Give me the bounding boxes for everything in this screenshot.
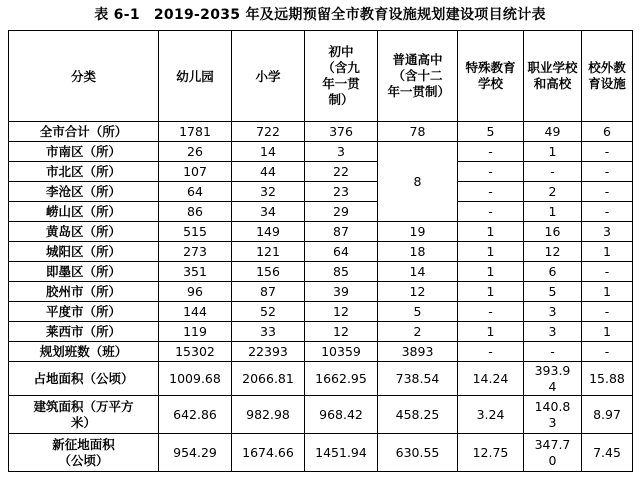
- table-row: [9, 242, 633, 262]
- header-extracurricular: 校外教育设施: [582, 31, 633, 122]
- cell: -: [524, 162, 582, 182]
- cell: 1: [458, 242, 524, 262]
- cell: 12: [305, 302, 378, 322]
- table-row: [9, 282, 633, 302]
- cell: 968.42: [305, 396, 378, 434]
- row-label: 平度市（所）: [9, 302, 159, 322]
- cell: 22393: [232, 342, 305, 362]
- row-label: 新征地面积（公顷）: [9, 434, 159, 472]
- table-caption: [0, 0, 640, 30]
- cell: 86: [159, 202, 232, 222]
- cell: 1781: [159, 122, 232, 142]
- cell: 10359: [305, 342, 378, 362]
- cell: 87: [305, 222, 378, 242]
- cell: 393.94: [524, 362, 582, 396]
- cell: -: [582, 202, 633, 222]
- row-label: 李沧区（所）: [9, 182, 159, 202]
- cell: 982.98: [232, 396, 305, 434]
- cell: 19: [378, 222, 458, 242]
- cell: 1: [582, 242, 633, 262]
- table-row: [9, 142, 633, 162]
- row-label: 黄岛区（所）: [9, 222, 159, 242]
- cell: -: [582, 262, 633, 282]
- cell: 1009.68: [159, 362, 232, 396]
- cell: 34: [232, 202, 305, 222]
- cell: -: [458, 162, 524, 182]
- cell: 347.70: [524, 434, 582, 472]
- cell: 64: [305, 242, 378, 262]
- cell: 12: [524, 242, 582, 262]
- cell: 1: [582, 282, 633, 302]
- cell: 49: [524, 122, 582, 142]
- table-row: [9, 342, 633, 362]
- cell: 1674.66: [232, 434, 305, 472]
- cell: 44: [232, 162, 305, 182]
- row-label: 占地面积（公顷）: [9, 362, 159, 396]
- table-title: 2019-2035 年及远期预留全市教育设施规划建设项目统计表: [153, 7, 546, 23]
- header-row: [9, 31, 633, 122]
- cell: 12.75: [458, 434, 524, 472]
- cell: 23: [305, 182, 378, 202]
- header-primary-school: 小学: [232, 31, 305, 122]
- cell: 52: [232, 302, 305, 322]
- cell: 96: [159, 282, 232, 302]
- cell: 3: [582, 222, 633, 242]
- cell: 33: [232, 322, 305, 342]
- cell: 8.97: [582, 396, 633, 434]
- cell: 85: [305, 262, 378, 282]
- cell: 722: [232, 122, 305, 142]
- header-category: 分类: [9, 31, 159, 122]
- cell: 1: [458, 322, 524, 342]
- cell: 458.25: [378, 396, 458, 434]
- header-vocational-college: 职业学校和高校: [524, 31, 582, 122]
- cell: 3: [524, 322, 582, 342]
- cell: 1: [458, 282, 524, 302]
- cell: 78: [378, 122, 458, 142]
- cell: 39: [305, 282, 378, 302]
- row-label: 莱西市（所）: [9, 322, 159, 342]
- table-row: [9, 162, 633, 182]
- table-row: [9, 362, 633, 396]
- cell: 515: [159, 222, 232, 242]
- cell: 64: [159, 182, 232, 202]
- table-row: [9, 202, 633, 222]
- cell: 15.88: [582, 362, 633, 396]
- table-row: [9, 122, 633, 142]
- cell: 14: [232, 142, 305, 162]
- row-label: 即墨区（所）: [9, 262, 159, 282]
- education-facilities-table: [8, 30, 633, 472]
- cell: 1: [524, 142, 582, 162]
- row-label: 崂山区（所）: [9, 202, 159, 222]
- row-label: 建筑面积（万平方米）: [9, 396, 159, 434]
- header-junior-high: 初中（含九年一贯制）: [305, 31, 378, 122]
- cell: 7.45: [582, 434, 633, 472]
- cell: 149: [232, 222, 305, 242]
- cell: 3: [305, 142, 378, 162]
- cell: 6: [524, 262, 582, 282]
- cell: 121: [232, 242, 305, 262]
- cell: 351: [159, 262, 232, 282]
- cell: 3: [524, 302, 582, 322]
- cell: 376: [305, 122, 378, 142]
- cell: 954.29: [159, 434, 232, 472]
- cell: 5: [378, 302, 458, 322]
- cell: -: [458, 302, 524, 322]
- cell: 107: [159, 162, 232, 182]
- cell: 5: [524, 282, 582, 302]
- cell: 22: [305, 162, 378, 182]
- row-label: 全市合计（所）: [9, 122, 159, 142]
- cell: 273: [159, 242, 232, 262]
- cell: -: [582, 182, 633, 202]
- cell: 1: [582, 322, 633, 342]
- cell: 6: [582, 122, 633, 142]
- cell: -: [458, 142, 524, 162]
- cell: 1: [524, 202, 582, 222]
- cell: 1662.95: [305, 362, 378, 396]
- cell: 87: [232, 282, 305, 302]
- cell: -: [458, 342, 524, 362]
- header-special-education: 特殊教育学校: [458, 31, 524, 122]
- cell: 156: [232, 262, 305, 282]
- cell: -: [582, 302, 633, 322]
- cell: 144: [159, 302, 232, 322]
- cell: 642.86: [159, 396, 232, 434]
- cell: 1451.94: [305, 434, 378, 472]
- row-label: 市北区（所）: [9, 162, 159, 182]
- cell: 15302: [159, 342, 232, 362]
- cell: 738.54: [378, 362, 458, 396]
- table-row: [9, 302, 633, 322]
- cell: 3.24: [458, 396, 524, 434]
- cell: -: [582, 342, 633, 362]
- cell: -: [524, 342, 582, 362]
- row-label: 规划班数（班）: [9, 342, 159, 362]
- cell: -: [582, 142, 633, 162]
- cell: 5: [458, 122, 524, 142]
- cell: 2: [378, 322, 458, 342]
- cell: 18: [378, 242, 458, 262]
- table-row: [9, 182, 633, 202]
- cell: -: [582, 162, 633, 182]
- table-row: [9, 222, 633, 242]
- cell: 2: [524, 182, 582, 202]
- cell: 140.83: [524, 396, 582, 434]
- cell: 14.24: [458, 362, 524, 396]
- cell: -: [458, 202, 524, 222]
- cell: 12: [378, 282, 458, 302]
- cell: 3893: [378, 342, 458, 362]
- header-senior-high: 普通高中（含十二年一贯制）: [378, 31, 458, 122]
- cell: 26: [159, 142, 232, 162]
- table-number: 表 6-1: [94, 7, 140, 23]
- row-label: 市南区（所）: [9, 142, 159, 162]
- cell: 16: [524, 222, 582, 242]
- table-row: [9, 262, 633, 282]
- cell: 2066.81: [232, 362, 305, 396]
- cell: 1: [458, 262, 524, 282]
- cell: 29: [305, 202, 378, 222]
- table-row: [9, 322, 633, 342]
- cell: 32: [232, 182, 305, 202]
- header-kindergarten: 幼儿园: [159, 31, 232, 122]
- table-row: [9, 434, 633, 472]
- row-label: 城阳区（所）: [9, 242, 159, 262]
- cell: 14: [378, 262, 458, 282]
- cell: -: [458, 182, 524, 202]
- cell: 630.55: [378, 434, 458, 472]
- table-row: [9, 396, 633, 434]
- merged-high-school-cell: 8: [378, 142, 458, 222]
- cell: 1: [458, 222, 524, 242]
- row-label: 胶州市（所）: [9, 282, 159, 302]
- cell: 119: [159, 322, 232, 342]
- cell: 12: [305, 322, 378, 342]
